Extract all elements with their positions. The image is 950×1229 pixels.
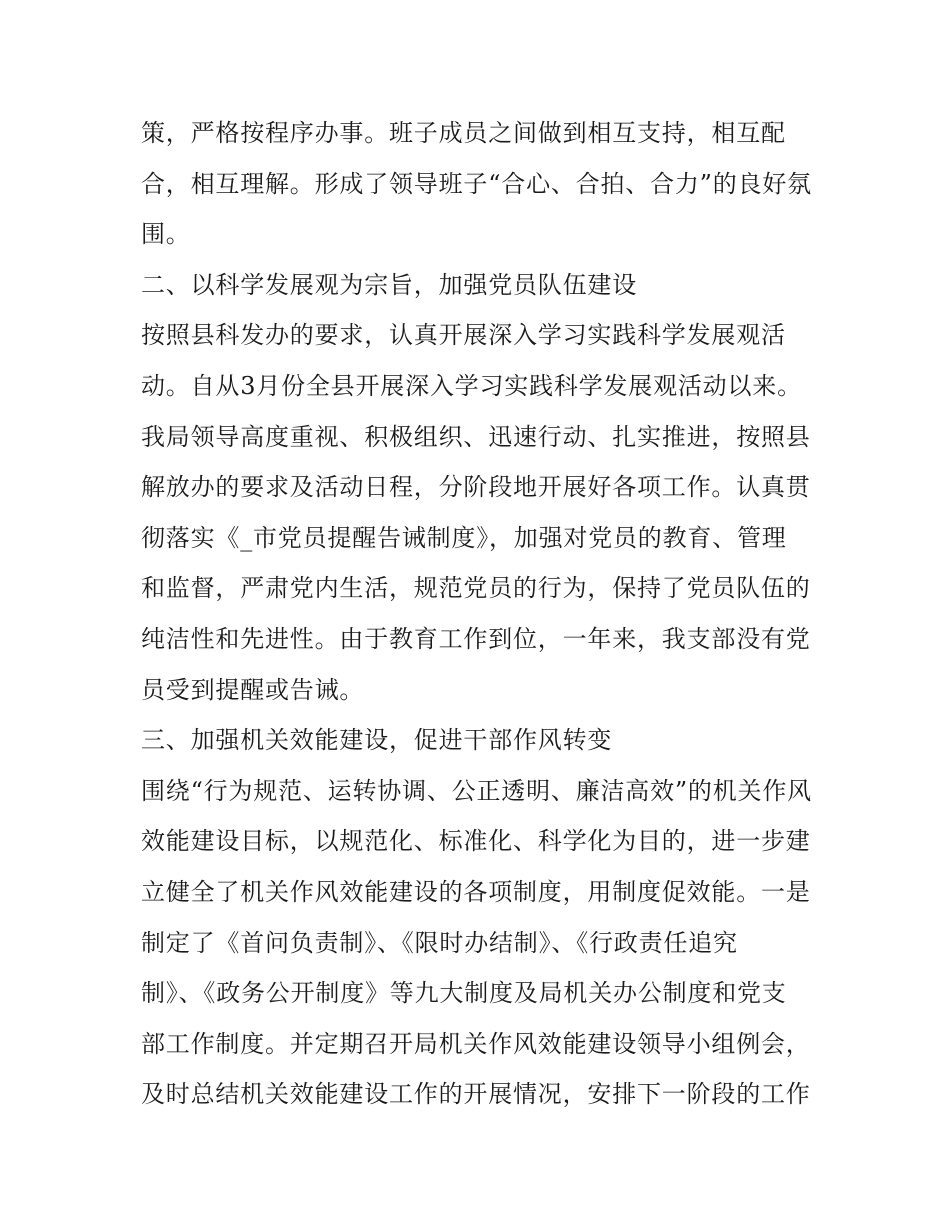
text-line: 我局领导高度重视、积极组织、迅速行动、扎实推进，按照县	[141, 422, 811, 451]
text-line: 按照县科发办的要求，认真开展深入学习实践科学发展观活	[141, 321, 786, 350]
section-heading: 二、以科学发展观为宗旨，加强党员队伍建设	[141, 270, 637, 299]
text-line: 效能建设目标，以规范化、标准化、科学化为目的，进一步建	[141, 827, 811, 856]
text-line: 策，严格按程序办事。班子成员之间做到相互支持，相互配	[141, 119, 786, 147]
document-body	[141, 108, 821, 1120]
text-line: 动。自从3月份全县开展深入学习实践科学发展观活动以来。	[141, 371, 802, 400]
text-line: 制定了《首问负责制》、《限时办结制》、《行政责任追究	[141, 928, 738, 957]
text-line: 及时总结机关效能建设工作的开展情况，安排下一阶段的工作	[141, 1080, 811, 1109]
section-heading: 三、加强机关效能建设，促进干部作风转变	[141, 726, 613, 755]
text-line: 员受到提醒或告诫。	[141, 675, 365, 704]
text-line: 围。	[141, 220, 191, 249]
text-line: 立健全了机关作风效能建设的各项制度，用制度促效能。一是	[141, 877, 811, 906]
text-line: 和监督，严肃党内生活，规范党员的行为，保持了党员队伍的	[141, 574, 811, 603]
text-line: 解放办的要求及活动日程，分阶段地开展好各项工作。认真贯	[141, 473, 811, 502]
text-line: 制》、《政务公开制度》等九大制度及局机关办公制度和党支	[141, 979, 787, 1008]
text-line: 合，相互理解。形成了领导班子“合心、合拍、合力”的良好氛	[141, 169, 812, 198]
text-line: 围绕“行为规范、运转协调、公正透明、廉洁高效”的机关作风	[141, 776, 812, 805]
text-line: 纯洁性和先进性。由于教育工作到位，一年来，我支部没有党	[141, 624, 811, 653]
text-line: 彻落实《_市党员提醒告诫制度》，加强对党员的教育、管理	[141, 523, 787, 552]
text-line: 部工作制度。并定期召开局机关作风效能建设领导小组例会，	[141, 1029, 811, 1058]
